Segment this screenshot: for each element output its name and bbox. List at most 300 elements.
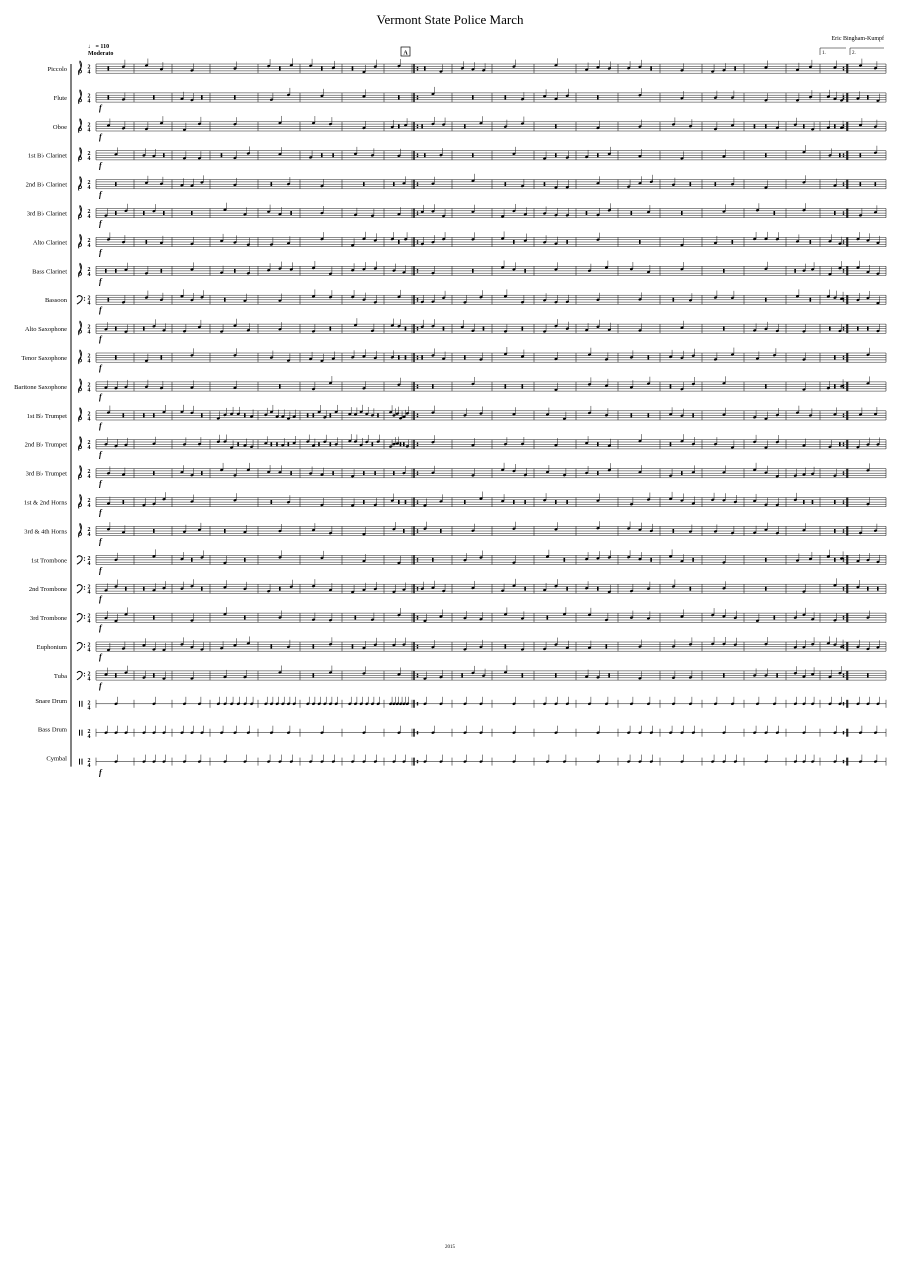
rest xyxy=(829,327,831,331)
rest xyxy=(234,269,236,273)
rest xyxy=(723,673,725,677)
rest xyxy=(472,269,474,273)
notes xyxy=(107,636,880,651)
bass-clef-dot xyxy=(84,615,85,616)
bass-clef-icon xyxy=(77,643,82,651)
dynamic-marking: f xyxy=(99,363,102,373)
rest xyxy=(271,442,273,446)
repeat-dot xyxy=(843,327,845,329)
rest xyxy=(403,529,405,533)
percussion-clef-icon xyxy=(82,730,83,736)
rest xyxy=(440,529,442,533)
rest xyxy=(153,529,155,533)
instrument-name: Flute xyxy=(53,94,67,102)
rest xyxy=(271,182,273,186)
rest xyxy=(513,240,515,244)
repeat-dot xyxy=(843,387,845,389)
rest xyxy=(290,211,292,215)
rest xyxy=(400,442,402,446)
rest xyxy=(234,95,236,99)
repeat-dot xyxy=(843,182,845,184)
rest xyxy=(765,153,767,157)
repeat-dot xyxy=(843,731,845,733)
repeat-dot xyxy=(417,127,419,129)
repeat-dot xyxy=(417,618,419,620)
repeat-dot xyxy=(843,676,845,678)
score-title: Vermont State Police March xyxy=(376,12,524,27)
staff xyxy=(53,116,886,141)
rest xyxy=(115,327,117,331)
rest xyxy=(237,442,239,446)
repeat-dot xyxy=(417,760,419,762)
notes xyxy=(105,260,880,275)
rest xyxy=(146,240,148,244)
time-signature-bottom: 4 xyxy=(87,387,91,394)
repeat-dot xyxy=(417,96,419,98)
repeat-dot xyxy=(843,67,845,69)
instrument-name: Tenor Saxophone xyxy=(21,355,67,362)
rest xyxy=(810,298,812,302)
repeat-dot xyxy=(843,474,845,476)
repeat-dot xyxy=(417,182,419,184)
instrument-name: Bassoon xyxy=(44,297,67,305)
rest xyxy=(421,124,423,128)
repeat-dot xyxy=(843,242,845,244)
treble-clef-icon xyxy=(78,408,81,422)
time-signature-bottom: 4 xyxy=(87,185,91,192)
time-signature-top: 2 xyxy=(87,151,91,158)
rest xyxy=(690,587,692,591)
treble-clef-icon xyxy=(78,61,81,75)
notes xyxy=(104,726,877,735)
repeat-dot xyxy=(843,413,845,415)
treble-clef-icon xyxy=(78,523,81,537)
rest xyxy=(330,442,332,446)
repeat-dot xyxy=(417,445,419,447)
staff xyxy=(25,318,886,343)
time-signature-top: 2 xyxy=(87,729,91,736)
rest xyxy=(765,124,767,128)
rest xyxy=(153,95,155,99)
rest xyxy=(690,182,692,186)
rest xyxy=(673,298,675,302)
instrument-name: 1st & 2nd Horns xyxy=(23,499,67,507)
rest xyxy=(606,645,608,649)
rest xyxy=(125,587,127,591)
rest xyxy=(363,471,365,475)
repeat-dot xyxy=(417,502,419,504)
staff xyxy=(21,347,886,372)
time-signature-bottom: 4 xyxy=(87,589,91,596)
volta-brackets xyxy=(820,48,884,56)
rest xyxy=(875,182,877,186)
repeat-dot xyxy=(417,702,419,704)
staff xyxy=(54,665,886,690)
rest xyxy=(153,471,155,475)
rest xyxy=(681,211,683,215)
rest xyxy=(405,327,407,331)
staff xyxy=(45,289,886,314)
treble-clef-icon xyxy=(78,466,81,480)
rest xyxy=(505,645,507,649)
repeat-dot xyxy=(417,356,419,358)
rest xyxy=(505,384,507,388)
bass-clef-dot xyxy=(84,644,85,645)
rest xyxy=(374,471,376,475)
time-signature-top: 2 xyxy=(87,382,91,389)
staff xyxy=(30,607,886,632)
repeat-dot xyxy=(417,762,419,764)
notes xyxy=(108,289,880,305)
time-signature-top: 2 xyxy=(87,642,91,649)
rest xyxy=(555,153,557,157)
rest xyxy=(648,356,650,360)
rest xyxy=(834,124,836,128)
rest xyxy=(765,384,767,388)
repeat-dot xyxy=(417,500,419,502)
repeat-dot xyxy=(417,300,419,302)
staff xyxy=(35,697,886,712)
rest xyxy=(377,413,379,417)
dynamic-marking: f xyxy=(99,536,102,546)
tempo-word: Moderato xyxy=(88,51,114,57)
page-footer: 2015 xyxy=(445,1245,455,1250)
time-signature-top: 2 xyxy=(87,671,91,678)
dynamic-marking: f xyxy=(99,103,102,113)
repeat-dot xyxy=(417,69,419,71)
staff xyxy=(33,231,886,256)
rest xyxy=(279,384,281,388)
rest xyxy=(153,616,155,620)
rest xyxy=(161,356,163,360)
repeat-dot xyxy=(843,471,845,473)
time-signature-bottom: 4 xyxy=(87,618,91,625)
repeat-dot xyxy=(417,676,419,678)
treble-clef-icon xyxy=(78,206,81,220)
rest xyxy=(723,269,725,273)
instrument-name: 1st B♭ Trumpet xyxy=(26,412,67,420)
rest xyxy=(405,500,407,504)
time-signature-top: 2 xyxy=(87,237,91,244)
rehearsal-mark-a xyxy=(401,47,410,57)
staff xyxy=(54,87,886,112)
repeat-dot xyxy=(417,327,419,329)
rest xyxy=(108,95,110,99)
time-signature-bottom: 4 xyxy=(87,503,91,509)
time-signature-top: 2 xyxy=(87,266,91,273)
repeat-dot xyxy=(417,269,419,271)
treble-clef-icon xyxy=(78,379,81,393)
bass-clef-dot xyxy=(84,300,85,301)
rest xyxy=(794,269,796,273)
rest xyxy=(631,413,633,417)
rest xyxy=(363,182,365,186)
rest xyxy=(522,327,524,331)
rest xyxy=(398,240,400,244)
repeat-dot xyxy=(417,387,419,389)
rest xyxy=(692,558,694,562)
repeat-dot xyxy=(843,733,845,735)
rest xyxy=(279,67,281,71)
rest xyxy=(566,500,568,504)
staff xyxy=(24,521,886,546)
repeat-dot xyxy=(417,413,419,415)
repeat-dot xyxy=(417,211,419,213)
staff xyxy=(27,405,886,430)
rest xyxy=(432,384,434,388)
bass-clef-dot xyxy=(84,297,85,298)
repeat-dot xyxy=(843,589,845,591)
rest xyxy=(143,587,145,591)
rest xyxy=(555,500,557,504)
bass-clef-icon xyxy=(77,614,82,622)
repeat-dot xyxy=(843,762,845,764)
repeat-dot xyxy=(417,531,419,533)
rest xyxy=(597,153,599,157)
notes xyxy=(104,376,870,391)
rest xyxy=(108,67,110,71)
repeat-dot xyxy=(843,153,845,155)
dynamic-marking: f xyxy=(99,161,102,171)
dynamic-marking: f xyxy=(99,190,102,200)
treble-clef-icon xyxy=(78,495,81,509)
rest xyxy=(321,67,323,71)
instrument-name: 1st Trombone xyxy=(31,557,67,565)
dynamic-marking: f xyxy=(99,276,102,286)
repeat-dot xyxy=(417,560,419,562)
rest xyxy=(524,269,526,273)
rest xyxy=(330,327,332,331)
staff xyxy=(38,726,886,741)
bass-clef-dot xyxy=(84,586,85,587)
rest xyxy=(834,529,836,533)
notes xyxy=(104,203,877,218)
dynamic-marking: f xyxy=(99,508,102,517)
rest xyxy=(776,673,778,677)
rest xyxy=(115,182,117,186)
rest xyxy=(307,413,309,417)
dynamic-marking: f xyxy=(99,768,102,778)
rest xyxy=(857,327,859,331)
time-signature-bottom: 4 xyxy=(87,416,91,423)
repeat-dot xyxy=(417,647,419,649)
rest xyxy=(834,500,836,504)
staff xyxy=(14,376,886,401)
rest xyxy=(834,558,836,562)
rest xyxy=(201,413,203,417)
rest xyxy=(524,500,526,504)
rest xyxy=(330,413,332,417)
repeat-dot xyxy=(417,589,419,591)
instrument-name: Piccolo xyxy=(47,66,67,73)
repeat-dot xyxy=(843,356,845,358)
repeat-dot xyxy=(843,445,845,447)
repeat-dot xyxy=(417,529,419,531)
repeat-dot xyxy=(417,242,419,244)
repeat-dot xyxy=(843,269,845,271)
rest xyxy=(586,211,588,215)
time-signature-bottom: 4 xyxy=(87,329,91,336)
instrument-name: 2nd B♭ Trumpet xyxy=(24,441,67,449)
repeat-dot xyxy=(843,587,845,589)
rest xyxy=(774,616,776,620)
repeat-dot xyxy=(843,531,845,533)
treble-clef-icon xyxy=(78,90,81,104)
repeat-dot xyxy=(417,645,419,647)
time-signature-top: 2 xyxy=(87,295,91,302)
time-signature-bottom: 4 xyxy=(87,531,91,538)
rest xyxy=(313,413,315,417)
instrument-name: Alto Saxophone xyxy=(24,326,67,334)
time-signature-bottom: 4 xyxy=(87,763,91,770)
rest xyxy=(161,269,163,273)
rest xyxy=(803,500,805,504)
rest xyxy=(271,500,273,504)
repeat-dot xyxy=(417,98,419,100)
instrument-name: 2nd Trombone xyxy=(28,586,67,594)
repeat-dot xyxy=(843,560,845,562)
rest xyxy=(108,298,110,302)
rest xyxy=(464,500,466,504)
rest xyxy=(834,211,836,215)
percussion-clef-icon xyxy=(82,759,83,765)
rest xyxy=(839,153,841,157)
time-signature-bottom: 4 xyxy=(87,647,91,654)
rest xyxy=(398,500,400,504)
rest xyxy=(505,95,507,99)
percussion-clef-icon xyxy=(82,701,83,707)
treble-clef-icon xyxy=(78,437,81,451)
dynamic-marking: f xyxy=(99,594,102,604)
dynamic-marking: f xyxy=(99,421,102,431)
rest xyxy=(332,471,334,475)
repeat-dot xyxy=(417,674,419,676)
bass-clef-dot xyxy=(84,673,85,674)
rest xyxy=(393,182,395,186)
repeat-dot xyxy=(417,733,419,735)
rest xyxy=(363,500,365,504)
repeat-dot xyxy=(417,329,419,331)
repeat-dot xyxy=(843,442,845,444)
rest xyxy=(597,587,599,591)
rest xyxy=(290,471,292,475)
staff xyxy=(48,58,887,75)
volta-1-label: 1. xyxy=(822,51,826,56)
rest xyxy=(464,124,466,128)
rest xyxy=(597,471,599,475)
rest xyxy=(765,298,767,302)
rest xyxy=(810,240,812,244)
rest xyxy=(650,558,652,562)
dynamic-marking: f xyxy=(99,652,102,662)
rest xyxy=(224,298,226,302)
rest xyxy=(372,442,374,446)
repeat-dot xyxy=(417,416,419,418)
rest xyxy=(244,413,246,417)
rest xyxy=(839,442,841,446)
bass-clef-dot xyxy=(84,618,85,619)
notes xyxy=(108,58,878,73)
repeat-dot xyxy=(417,587,419,589)
notes xyxy=(114,697,880,706)
instrument-name: 2nd B♭ Clarinet xyxy=(25,181,67,189)
time-signature-top: 2 xyxy=(87,93,91,100)
repeat-dot xyxy=(843,69,845,71)
repeat-dot xyxy=(843,529,845,531)
rest xyxy=(393,471,395,475)
repeat-dot xyxy=(417,124,419,126)
rest xyxy=(115,211,117,215)
rest xyxy=(803,124,805,128)
rest xyxy=(877,587,879,591)
rest xyxy=(524,587,526,591)
time-signature-bottom: 4 xyxy=(87,474,91,481)
rest xyxy=(513,500,515,504)
rest xyxy=(288,442,290,446)
rest xyxy=(547,616,549,620)
time-signature-bottom: 4 xyxy=(87,69,91,76)
dynamic-marking: f xyxy=(99,392,102,402)
bass-clef-dot xyxy=(84,589,85,590)
percussion-clef-icon xyxy=(79,701,80,707)
time-signature-top: 2 xyxy=(87,324,91,331)
repeat-dot xyxy=(843,271,845,273)
rest xyxy=(143,211,145,215)
rest xyxy=(398,124,400,128)
time-signature-bottom: 4 xyxy=(87,560,91,567)
repeat-dot xyxy=(417,385,419,387)
bass-clef-icon xyxy=(77,296,82,304)
instrument-name: Snare Drum xyxy=(35,697,67,705)
rest xyxy=(163,153,165,157)
notes xyxy=(107,231,880,246)
rest xyxy=(201,471,203,475)
rest xyxy=(834,384,836,388)
bass-clef-icon xyxy=(77,585,82,593)
time-signature-bottom: 4 xyxy=(87,127,91,134)
rest xyxy=(650,67,652,71)
rest xyxy=(191,558,193,562)
dynamic-marking: f xyxy=(99,479,102,489)
rest xyxy=(670,442,672,446)
rest xyxy=(153,673,155,677)
treble-clef-icon xyxy=(78,148,81,162)
rest xyxy=(867,327,869,331)
rest xyxy=(472,95,474,99)
rest xyxy=(123,413,125,417)
repeat-dot xyxy=(843,674,845,676)
time-signature-top: 2 xyxy=(87,700,91,707)
rest xyxy=(271,645,273,649)
dynamic-marking: f xyxy=(99,305,102,315)
rest xyxy=(597,442,599,446)
time-signature-top: 2 xyxy=(87,122,91,129)
notes xyxy=(104,578,878,593)
time-signature-top: 2 xyxy=(87,440,91,447)
time-signature-bottom: 4 xyxy=(87,676,91,683)
staff xyxy=(26,174,886,199)
instrument-name: Oboe xyxy=(52,123,67,131)
rest xyxy=(123,500,125,504)
rest xyxy=(734,67,736,71)
rest xyxy=(639,240,641,244)
rest xyxy=(191,211,193,215)
rest xyxy=(276,442,278,446)
repeat-dot xyxy=(843,704,845,706)
rest xyxy=(115,673,117,677)
instrument-name: Euphonium xyxy=(36,644,67,651)
staff xyxy=(37,636,886,661)
